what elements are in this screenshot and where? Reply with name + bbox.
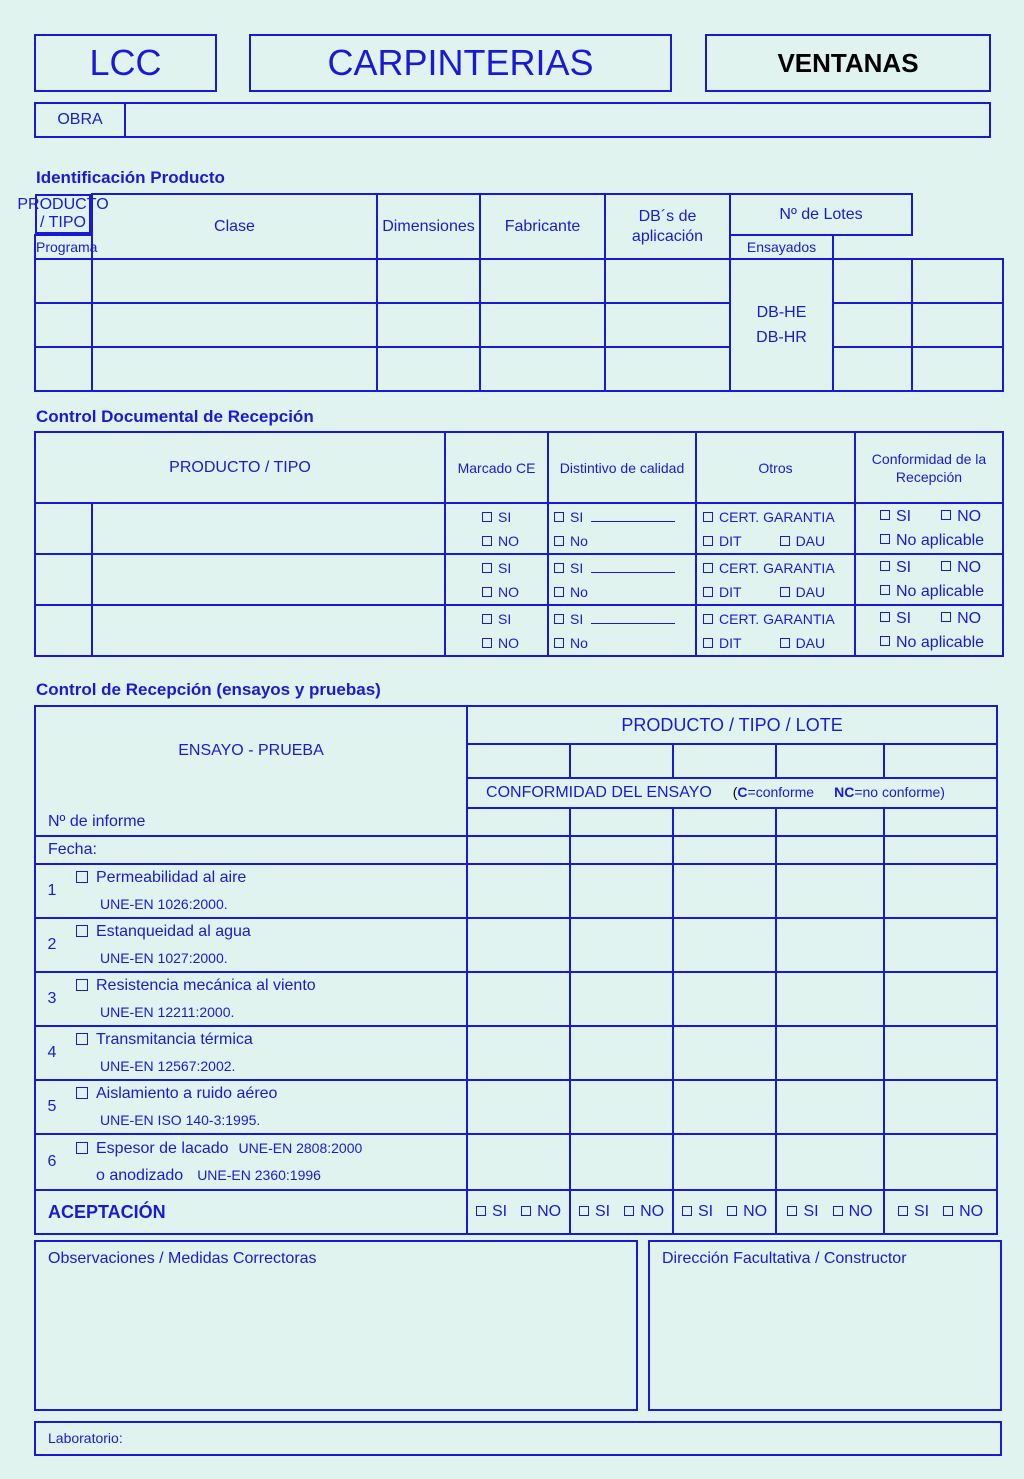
- test-cell[interactable]: [884, 864, 997, 918]
- checkbox-icon: [703, 614, 713, 624]
- aceptacion-cell[interactable]: SI NO: [673, 1190, 776, 1234]
- doc-col-conformidad: Conformidad de la Recepción: [855, 432, 1003, 503]
- doc-row: [35, 554, 1003, 605]
- test-number: 1: [35, 864, 68, 918]
- col-programa: Programa: [35, 235, 92, 259]
- test-cell[interactable]: [467, 972, 570, 1026]
- checkbox-icon: [76, 1087, 88, 1099]
- informe-cell[interactable]: [570, 808, 673, 836]
- observaciones-label: Observaciones / Medidas Correctoras: [48, 1250, 317, 1267]
- checkbox-icon: [941, 561, 951, 571]
- fecha-cell[interactable]: [776, 836, 884, 864]
- obra-label-text: OBRA: [57, 111, 103, 128]
- test-row: [35, 1080, 997, 1134]
- conformidad-no-aplicable[interactable]: No aplicable: [880, 631, 1002, 655]
- blank-line[interactable]: [591, 613, 675, 624]
- test-option[interactable]: Transmitancia térmica: [76, 1027, 466, 1053]
- aceptacion-row: [35, 1190, 997, 1234]
- distintivo-options: [548, 503, 696, 554]
- test-option[interactable]: Resistencia mecánica al viento: [76, 973, 466, 999]
- test-norm: UNE-EN 12567:2002.: [100, 1058, 236, 1074]
- test-cell[interactable]: [884, 972, 997, 1026]
- test-cell[interactable]: [467, 918, 570, 972]
- ventanas-text: VENTANAS: [777, 47, 919, 78]
- ident-cell[interactable]: [912, 303, 1003, 347]
- test-cell[interactable]: [776, 918, 884, 972]
- checkbox-icon: [703, 512, 713, 522]
- aceptacion-cell[interactable]: SI NO: [884, 1190, 997, 1234]
- legend: (C=conforme NC=no conforme): [732, 784, 945, 800]
- test-cell[interactable]: [467, 1026, 570, 1080]
- checkbox-icon: [880, 636, 890, 646]
- obra-input[interactable]: [128, 104, 988, 136]
- direccion-label: Dirección Facultativa / Constructor: [662, 1250, 907, 1267]
- marcado-si[interactable]: SI: [482, 505, 547, 529]
- test-cell[interactable]: [673, 1026, 776, 1080]
- informe-cell[interactable]: [467, 808, 570, 836]
- test-cell[interactable]: [776, 864, 884, 918]
- marcado-no[interactable]: NO: [482, 580, 547, 604]
- checkbox-icon: [521, 1206, 531, 1216]
- lcc-title: [34, 34, 217, 92]
- otros-cert[interactable]: CERT. GARANTIA: [703, 505, 854, 529]
- distintivo-no[interactable]: No: [554, 529, 695, 553]
- otros-cert[interactable]: CERT. GARANTIA: [703, 607, 854, 631]
- checkbox-icon: [482, 512, 492, 522]
- ident-cell[interactable]: [605, 259, 730, 303]
- distintivo-si[interactable]: SI: [554, 556, 695, 580]
- producto-tipo-lote: PRODUCTO / TIPO / LOTE: [467, 706, 997, 744]
- checkbox-icon: [727, 1206, 737, 1216]
- obra-row: [34, 102, 991, 138]
- ident-cell[interactable]: [35, 303, 92, 347]
- distintivo-no[interactable]: No: [554, 631, 695, 655]
- fecha-cell[interactable]: [570, 836, 673, 864]
- ident-cell[interactable]: [92, 303, 377, 347]
- test-cell[interactable]: [570, 1026, 673, 1080]
- doc-cell[interactable]: [92, 554, 445, 605]
- checkbox-icon: [482, 563, 492, 573]
- conformidad-si-no[interactable]: SI NO: [880, 607, 1002, 631]
- marcado-no[interactable]: NO: [482, 529, 547, 553]
- test-cell[interactable]: [776, 972, 884, 1026]
- checkbox-icon: [579, 1206, 589, 1216]
- checkbox-icon: [76, 1033, 88, 1045]
- ident-cell[interactable]: [605, 347, 730, 391]
- col-clase: Clase: [92, 194, 377, 259]
- doc-cell[interactable]: [92, 605, 445, 656]
- documental-table: [34, 431, 1004, 657]
- test-number: 6: [35, 1134, 68, 1190]
- checkbox-icon: [787, 1206, 797, 1216]
- checkbox-icon: [780, 536, 790, 546]
- doc-col-producto: PRODUCTO / TIPO: [35, 432, 445, 503]
- laboratorio-label: Laboratorio:: [48, 1430, 123, 1446]
- conformidad-options: [855, 605, 1003, 656]
- ident-cell[interactable]: [480, 347, 605, 391]
- checkbox-icon: [76, 979, 88, 991]
- checkbox-icon: [554, 536, 564, 546]
- documental-title: Control Documental de Recepción: [36, 407, 314, 426]
- test-cell[interactable]: [884, 918, 997, 972]
- marcado-si[interactable]: SI: [482, 556, 547, 580]
- checkbox-icon: [482, 536, 492, 546]
- lote-cell[interactable]: [884, 744, 997, 778]
- conformidad-no-aplicable[interactable]: No aplicable: [880, 529, 1002, 553]
- doc-cell[interactable]: [92, 503, 445, 554]
- marcado-no[interactable]: NO: [482, 631, 547, 655]
- ident-cell[interactable]: [92, 259, 377, 303]
- test-cell[interactable]: [776, 1134, 884, 1190]
- checkbox-icon: [703, 563, 713, 573]
- ident-cell[interactable]: [377, 259, 480, 303]
- marcado-options: [445, 554, 548, 605]
- ident-cell[interactable]: [35, 259, 92, 303]
- conformidad-si-no[interactable]: SI NO: [880, 505, 1002, 529]
- fecha-label: Fecha:: [35, 836, 467, 864]
- identificacion-table: [17, 193, 1004, 392]
- checkbox-icon: [703, 536, 713, 546]
- test-norm: UNE-EN 1026:2000.: [100, 896, 228, 912]
- blank-line[interactable]: [591, 562, 675, 573]
- ident-cell[interactable]: [912, 259, 1003, 303]
- checkbox-icon: [941, 510, 951, 520]
- otros-dit-dau[interactable]: DIT DAU: [703, 631, 854, 655]
- conformidad-no-aplicable[interactable]: No aplicable: [880, 580, 1002, 604]
- test-row: [35, 1026, 997, 1080]
- test-cell[interactable]: [673, 1080, 776, 1134]
- carpinterias-title: [249, 34, 672, 92]
- test-option[interactable]: Aislamiento a ruido aéreo: [76, 1081, 466, 1107]
- informe-cell[interactable]: [673, 808, 776, 836]
- test-desc: [68, 918, 467, 972]
- ident-cell[interactable]: [377, 303, 480, 347]
- checkbox-icon: [482, 638, 492, 648]
- dbs-cell: [730, 259, 833, 391]
- conformidad-ensayo: [467, 778, 997, 808]
- checkbox-icon: [780, 587, 790, 597]
- checkbox-icon: [554, 512, 564, 522]
- test-cell[interactable]: [570, 1134, 673, 1190]
- test-cell[interactable]: [570, 972, 673, 1026]
- ident-cell[interactable]: [833, 347, 912, 391]
- test-cell[interactable]: [570, 1080, 673, 1134]
- test-norm: o anodizado UNE-EN 2360:1996: [96, 1167, 321, 1184]
- otros-options: [696, 554, 855, 605]
- doc-cell[interactable]: [35, 554, 92, 605]
- test-desc: [68, 1134, 467, 1190]
- fecha-cell[interactable]: [467, 836, 570, 864]
- informe-cell[interactable]: [884, 808, 997, 836]
- distintivo-si[interactable]: SI: [554, 505, 695, 529]
- lote-cell[interactable]: [570, 744, 673, 778]
- test-cell[interactable]: [467, 1080, 570, 1134]
- otros-options: [696, 503, 855, 554]
- test-cell[interactable]: [884, 1026, 997, 1080]
- test-norm: UNE-EN 12211:2000.: [100, 1004, 235, 1020]
- fecha-cell[interactable]: [673, 836, 776, 864]
- col-lotes: Nº de Lotes: [730, 194, 912, 235]
- test-row: [35, 864, 997, 918]
- ident-cell[interactable]: [35, 347, 92, 391]
- checkbox-icon: [682, 1206, 692, 1216]
- checkbox-icon: [76, 1142, 88, 1154]
- lote-cell[interactable]: [776, 744, 884, 778]
- laboratorio-box[interactable]: [34, 1421, 1002, 1456]
- otros-options: [696, 605, 855, 656]
- ident-cell[interactable]: [480, 303, 605, 347]
- test-row: [35, 1134, 997, 1190]
- test-option[interactable]: Espesor de lacado UNE-EN 2808:2000: [76, 1135, 466, 1162]
- test-desc: [68, 972, 467, 1026]
- conformidad-ensayo-label: CONFORMIDAD DEL ENSAYO: [486, 784, 712, 801]
- test-cell[interactable]: [467, 864, 570, 918]
- checkbox-icon: [833, 1206, 843, 1216]
- test-cell[interactable]: [673, 918, 776, 972]
- test-cell[interactable]: [884, 1080, 997, 1134]
- test-option[interactable]: Permeabilidad al aire: [76, 865, 466, 891]
- checkbox-icon: [880, 585, 890, 595]
- lcc-text: LCC: [89, 42, 162, 83]
- test-cell[interactable]: [673, 972, 776, 1026]
- ventanas-title: [705, 34, 991, 92]
- test-row: [35, 918, 997, 972]
- otros-dit-dau[interactable]: DIT DAU: [703, 580, 854, 604]
- ensayo-prueba-header: ENSAYO - PRUEBA: [35, 706, 467, 808]
- aceptacion-cell[interactable]: SI NO: [467, 1190, 570, 1234]
- test-cell[interactable]: [673, 1134, 776, 1190]
- test-cell[interactable]: [467, 1134, 570, 1190]
- distintivo-options: [548, 605, 696, 656]
- distintivo-options: [548, 554, 696, 605]
- db-hr: DB-HR: [756, 329, 807, 346]
- checkbox-icon: [880, 510, 890, 520]
- checkbox-icon: [482, 614, 492, 624]
- doc-cell[interactable]: [35, 503, 92, 554]
- checkbox-icon: [554, 587, 564, 597]
- checkbox-icon: [880, 534, 890, 544]
- test-number: 4: [35, 1026, 68, 1080]
- distintivo-no[interactable]: No: [554, 580, 695, 604]
- checkbox-icon: [880, 612, 890, 622]
- test-number: 5: [35, 1080, 68, 1134]
- direccion-box[interactable]: [648, 1240, 1002, 1411]
- col-fabricante: Fabricante: [480, 194, 605, 259]
- test-cell[interactable]: [776, 1080, 884, 1134]
- checkbox-icon: [624, 1206, 634, 1216]
- col-ensayados: Ensayados: [730, 235, 833, 259]
- test-row: [35, 972, 997, 1026]
- marcado-options: [445, 605, 548, 656]
- conformidad-si-no[interactable]: SI NO: [880, 556, 1002, 580]
- test-cell[interactable]: [776, 1026, 884, 1080]
- test-cell[interactable]: [570, 918, 673, 972]
- otros-dit-dau[interactable]: DIT DAU: [703, 529, 854, 553]
- test-cell[interactable]: [884, 1134, 997, 1190]
- test-desc: [68, 864, 467, 918]
- checkbox-icon: [554, 614, 564, 624]
- test-number: 2: [35, 918, 68, 972]
- distintivo-si[interactable]: SI: [554, 607, 695, 631]
- fecha-cell[interactable]: [884, 836, 997, 864]
- aceptacion-cell[interactable]: SI NO: [570, 1190, 673, 1234]
- obra-label: [36, 104, 126, 136]
- checkbox-icon: [76, 925, 88, 937]
- ident-cell[interactable]: [833, 259, 912, 303]
- informe-cell[interactable]: [776, 808, 884, 836]
- ensayos-table: [34, 705, 998, 1235]
- doc-row: [35, 503, 1003, 554]
- ensayos-title: Control de Recepción (ensayos y pruebas): [36, 680, 381, 699]
- doc-col-otros: Otros: [696, 432, 855, 503]
- test-cell[interactable]: [673, 864, 776, 918]
- checkbox-icon: [780, 638, 790, 648]
- checkbox-icon: [703, 638, 713, 648]
- test-number: 3: [35, 972, 68, 1026]
- test-desc: [68, 1080, 467, 1134]
- col-producto-tipo: PRODUCTO / TIPO: [35, 194, 91, 234]
- marcado-options: [445, 503, 548, 554]
- lote-cell[interactable]: [467, 744, 570, 778]
- checkbox-icon: [898, 1206, 908, 1216]
- checkbox-icon: [941, 612, 951, 622]
- conformidad-options: [855, 554, 1003, 605]
- aceptacion-label: ACEPTACIÓN: [35, 1190, 467, 1234]
- doc-col-marcado: Marcado CE: [445, 432, 548, 503]
- ident-cell[interactable]: [377, 347, 480, 391]
- checkbox-icon: [76, 871, 88, 883]
- test-desc: [68, 1026, 467, 1080]
- test-option[interactable]: Estanqueidad al agua: [76, 919, 466, 945]
- ident-cell[interactable]: [480, 259, 605, 303]
- doc-cell[interactable]: [35, 605, 92, 656]
- informe-label: Nº de informe: [35, 808, 467, 836]
- checkbox-icon: [943, 1206, 953, 1216]
- test-norm: UNE-EN ISO 140-3:1995.: [100, 1112, 261, 1128]
- checkbox-icon: [554, 638, 564, 648]
- checkbox-icon: [482, 587, 492, 597]
- carpinterias-text: CARPINTERIAS: [327, 42, 594, 83]
- doc-col-distintivo: Distintivo de calidad: [548, 432, 696, 503]
- test-norm: UNE-EN 1027:2000.: [100, 950, 228, 966]
- col-dimensiones: Dimensiones: [377, 194, 480, 259]
- col-dbs: DB´s de aplicación: [605, 194, 730, 259]
- observaciones-box[interactable]: [34, 1240, 638, 1411]
- checkbox-icon: [880, 561, 890, 571]
- blank-line[interactable]: [591, 511, 675, 522]
- aceptacion-cell[interactable]: SI NO: [776, 1190, 884, 1234]
- identificacion-title: Identificación Producto: [36, 168, 225, 187]
- doc-row: [35, 605, 1003, 656]
- checkbox-icon: [476, 1206, 486, 1216]
- conformidad-options: [855, 503, 1003, 554]
- ident-cell[interactable]: [833, 303, 912, 347]
- test-cell[interactable]: [570, 864, 673, 918]
- ident-cell[interactable]: [912, 347, 1003, 391]
- db-he: DB-HE: [756, 304, 807, 321]
- lote-cell[interactable]: [673, 744, 776, 778]
- ident-cell[interactable]: [605, 303, 730, 347]
- otros-cert[interactable]: CERT. GARANTIA: [703, 556, 854, 580]
- marcado-si[interactable]: SI: [482, 607, 547, 631]
- checkbox-icon: [703, 587, 713, 597]
- ident-cell[interactable]: [92, 347, 377, 391]
- checkbox-icon: [554, 563, 564, 573]
